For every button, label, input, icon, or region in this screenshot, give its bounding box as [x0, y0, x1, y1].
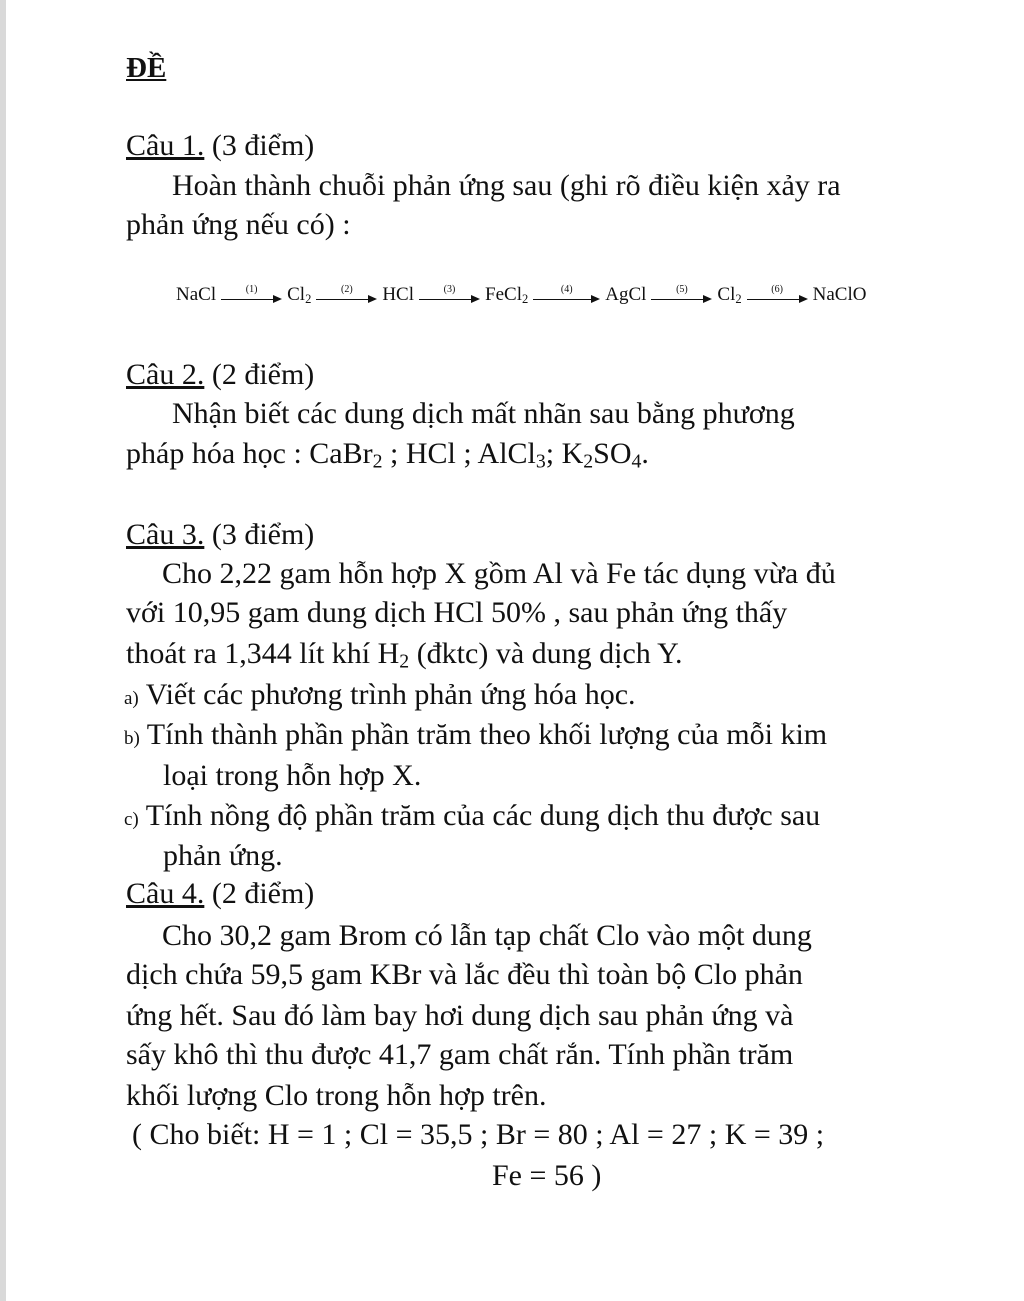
- question-3-points: (3 điểm): [211, 518, 315, 551]
- reaction-arrow-1: [221, 285, 282, 303]
- chain-species-cl2-a: $Cl_2$: [287, 284, 312, 306]
- page-title: ĐỀ: [126, 52, 167, 84]
- atomic-mass-note-line1: ( Cho biết: H = 1 ; Cl = 35,5 ; Br = 80 ; Al = 27 ; K = 39 ;: [132, 1118, 825, 1151]
- question-4-text-line2: dịch chứa 59,5 gam KBr và lắc đều thì toàn bộ Clo phản: [126, 958, 803, 991]
- question-4-text-line1: Cho 30,2 gam Brom có lẫn tạp chất Clo vào một dung: [162, 919, 812, 952]
- question-3-part-c-cont: phản ứng.: [163, 839, 283, 872]
- question-3-text-line1: Cho 2,22 gam hỗn hợp X gồm Al và Fe tác dụng vừa đủ: [162, 557, 836, 590]
- question-4-text-line3: ứng hết. Sau đó làm bay hơi dung dịch sau phản ứng và: [126, 999, 794, 1032]
- reaction-arrow-6-label: (6): [771, 284, 783, 295]
- chain-species-fecl2: FeCl$_2$: [485, 284, 529, 306]
- question-4-text-line4: sấy khô thì thu được 41,7 gam chất rắn. Tính phần trăm: [126, 1038, 794, 1071]
- question-4-points: (2 điểm): [211, 877, 315, 910]
- question-3-label: Câu 3.: [126, 518, 205, 551]
- question-3-part-a: a) Viết các phương trình phản ứng hóa học.: [124, 678, 636, 711]
- reaction-arrow-3-label: (3): [443, 284, 456, 295]
- question-1-text-line1: Hoàn thành chuỗi phản ứng sau (ghi rõ điều kiện xảy ra: [172, 169, 841, 202]
- reaction-arrow-4-label: (4): [560, 284, 573, 295]
- reaction-arrow-2: [316, 285, 377, 303]
- reaction-arrow-5-label: (5): [676, 284, 688, 295]
- chain-species-agcl: AgCl: [605, 284, 647, 305]
- question-2-points: (2 điểm): [211, 358, 315, 391]
- reaction-arrow-5: [651, 285, 712, 303]
- chain-species-naclo: NaClO: [812, 284, 867, 305]
- atomic-mass-note-line2: Fe = 56 ): [492, 1159, 602, 1192]
- question-3-part-b-cont: loại trong hỗn hợp X.: [163, 759, 422, 792]
- question-3-header: [126, 517, 314, 553]
- question-1-label: Câu 1.: [126, 129, 205, 162]
- question-2-text-line1: Nhận biết các dung dịch mất nhãn sau bằng phương: [172, 397, 795, 430]
- reaction-arrow-1-label: (1): [245, 284, 258, 295]
- question-1-header: [126, 128, 314, 164]
- reaction-arrow-2-label: (2): [340, 284, 353, 295]
- reaction-chain: [176, 284, 866, 306]
- question-4-label: Câu 4.: [126, 877, 205, 910]
- reaction-arrow-3: [419, 285, 480, 303]
- question-3-part-c: c) Tính nồng độ phần trăm của các dung dịch thu được sau: [124, 799, 821, 832]
- question-1-text-line2: phản ứng nếu có) :: [126, 208, 351, 241]
- question-4-text-line5: khối lượng Clo trong hỗn hợp trên.: [126, 1079, 547, 1112]
- chain-species-nacl: NaCl: [176, 284, 217, 305]
- reaction-arrow-6: [747, 285, 808, 303]
- question-3-part-b: b) Tính thành phần phần trăm theo khối lượng của mỗi kim: [124, 718, 828, 751]
- reaction-arrow-4: [533, 285, 600, 303]
- chain-species-cl2-b: $Cl_2$: [717, 284, 742, 306]
- question-4-header: [126, 876, 314, 912]
- question-2-label: Câu 2.: [126, 358, 205, 391]
- question-2-header: [126, 357, 314, 393]
- part-a-marker: a): [124, 688, 139, 709]
- question-2-text-line2: pháp hóa học : CaBr$_2$ ; HCl ; AlCl$_3$; $K_2SO_4$.: [126, 437, 649, 473]
- question-3-text-line3: thoát ra 1,344 lít khí $H_2$ (đktc) và dung dịch Y.: [126, 637, 683, 673]
- question-1-points: (3 điểm): [211, 129, 315, 162]
- part-c-marker: c): [124, 809, 139, 830]
- part-b-marker: b): [124, 728, 140, 749]
- question-3-text-line2: với 10,95 gam dung dịch HCl 50% , sau phản ứng thấy: [126, 596, 788, 629]
- chain-species-hcl: HCl: [382, 284, 415, 305]
